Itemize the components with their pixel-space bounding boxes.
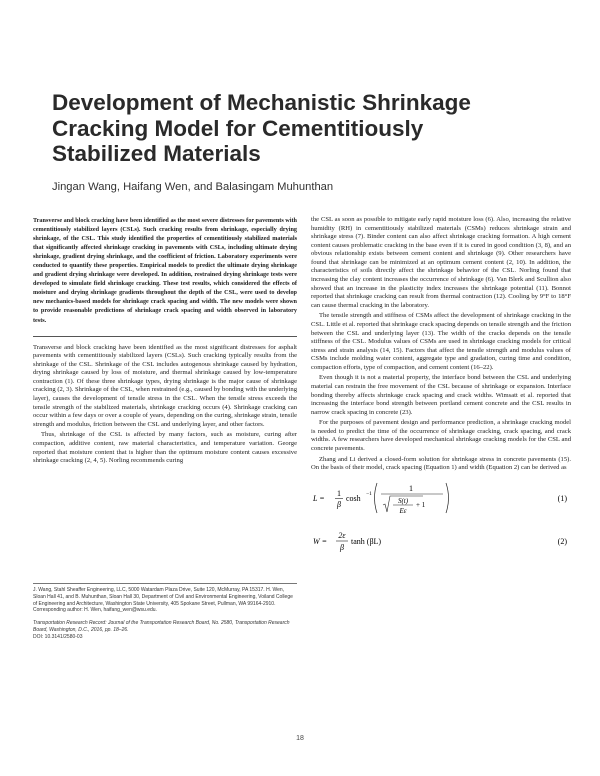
abstract-separator [33, 336, 297, 337]
eq2-lhs: W = [313, 536, 328, 546]
authors: Jingan Wang, Haifang Wen, and Balasingam Muhunthan [52, 181, 334, 193]
journal-citation: Transportation Research Record: Journal of the Transportation Research Board, No. 2580, Transportation Research Board, Washington, D.C., 2016, pp. 18–26. [33, 620, 290, 633]
body-paragraph: the CSL as soon as possible to mitigate early rapid moisture loss (6). Also, increasing the relative humidity (RH) in cementitiously stabilized materials (CSMs) reduces shrinkage strain and shrinkage stress (7). Binder content can also affect shrinkage cracking formation. A high cement content causes problematic cracking in the base even if it is cured in good condition (3, 8), and an obvious relationship exists between cement content and shrinkage (9). Other researchers have found that shrinkage can be minimized at an optimum cement content (2, 10). In addition, the characteristics of soils directly affect the shrinkage behavior of the CSL. Norling found that increasing the clay content increases the occurrence of shrinkage (6). Van Blerk and Scullion also showed that an increase in the plasticity index increases the shrinkage potential (11). Bonnot reported that shrinkage cracking can result from thermal contraction (12). Cooling by 9°F to 18°F can cause thermal cracking in the laboratory. [311, 216, 571, 309]
eq1-inner-den-bot: Eε [399, 506, 407, 515]
affiliations: J. Wang, Stahl Sheaffer Engineering, LLC, 5000 Watardam Plaza Drive, Suite 120, McMurray, PA 15317. H. Wen, Sloan Hall 41, and B. Muhunthan, Sloan Hall 30, Department of Civil and Environmental Engineering, Voiland College of Engineering and Architecture, Washington State University, 405 Spokane Street, Pullman, WA 99164-2910. Corresponding author: H. Wen, haifang_wen@wsu.edu. [33, 587, 293, 614]
eq1-inner-den-top: S(t) [397, 496, 409, 505]
eq1-label: (1) [557, 493, 567, 503]
left-column [33, 216, 297, 468]
footnote [33, 583, 297, 641]
eq1-func: cosh [346, 493, 361, 503]
equation-2 [311, 527, 571, 557]
body-paragraph: Even though it is not a material property, the interface bond between the CSL and underlying material can restrain the free movement of the CSL because of shrinkage or expansion. Interface bonding thereby affects shrinkage crack spacing and crack widths. Wimsatt et al. reported that increasing the interface bond strength between portland cement concrete and the CSL results in narrow crack spacing in concrete (23). [311, 374, 571, 416]
abstract: Transverse and block cracking have been identified as the most severe distresses for pavements with cementitiously stabilized layers (CSLs). Such cracking results from shrinkage, especially drying shrinkage, of the CSL. This study identified the properties of cementitiously stabilized materials that significantly affected shrinkage cracking in pavements with CSLs, including ultimate drying shrinkage, gradient drying shrinkage, and the coefficient of friction. Laboratory experiments were conducted to quantify these properties. Empirical models to predict the ultimate drying shrinkage and gradient drying shrinkage were developed. In addition, restrained drying shrinkage tests were developed to simulate field shrinkage cracking. These test results, which considered the effects of moisture and drying shrinkage gradients throughout the depth of the CSL, were used to develop new mechanics-based models for shrinkage crack spacing and width. The new models were shown to provide reasonable predictions of shrinkage crack spacing and width observed in laboratory tests. [33, 217, 297, 324]
eq1-lhs: L = [313, 493, 325, 503]
eq1-exp: −1 [366, 490, 372, 497]
eq1-frac-den: β [337, 499, 341, 509]
body-paragraph: For the purposes of pavement design and performance prediction, a shrinkage cracking model is needed to predict the time of the occurrence of shrinkage cracking, crack spacing, and crack widths. A few researchers have developed mechanical shrinkage cracking models for the CSL and concrete pavements. [311, 419, 571, 453]
body-paragraph: Transverse and block cracking have been identified as the most significant distresses for asphalt pavements with cementitiously stabilized layers (CSLs). Such cracking typically results from the shrinkage of the CSL. Shrinkage of the CSL includes autogenous shrinkage caused by hydration, drying shrinkage caused by loss of moisture, and thermal shrinkage caused by low-temperature contraction (1). Of these three shrinkage types, drying shrinkage is the major cause of shrinkage cracking (2, 3). Shrinkage of the CSL, when restrained (e.g., caused by bonding with the underlying layer), causes the development of tensile stress in the CSL. When the tensile stress exceeds the tensile strength of the stabilized materials, shrinkage cracking occurs (4). Shrinkage cracking can occur within a few days or over a couple of years, depending on the curing, shrinkage strain, tensile strength and modulus, friction between the CSL and underlying layer, and other factors. [33, 343, 297, 428]
body-paragraph: Thus, shrinkage of the CSL is affected by many factors, such as moisture, curing after compaction, additive content, raw material characteristics, and temperature variation. George reported that moisture content that is higher than the optimum moisture content causes excessive shrinkage cracking (2, 4, 5). Norling recommends curing [33, 431, 297, 465]
eq2-func: tanh (βL) [351, 536, 382, 546]
doi: DOI: 10.3141/2580-03 [33, 633, 83, 640]
page-number: 18 [296, 735, 304, 742]
body-paragraph: The tensile strength and stiffness of CSMs affect the development of shrinkage cracking in the CSL. Little et al. reported that shrinkage crack spacing depends on tensile strength and the friction between the CSL and underlying layer (13). The width of the cracks depends on the tensile stiffness of the CSL. Modulus values of CSMs are used in shrinkage cracking models for critical stress and strain analysis (14, 15). Factors that affect the tensile strength and modulus values of CSMs include molding water content, aggregate type and gradation, curing time and condition, compaction efforts, type of compaction, and cement content (16–22). [311, 312, 571, 371]
body-paragraph: Zhang and Li derived a closed-form solution for shrinkage stress in concrete pavements (15). On the basis of their model, crack spacing (Equation 1) and width (Equation 2) can be derived as [311, 455, 571, 472]
eq1-frac-num: 1 [337, 488, 341, 498]
eq1-inner-num: 1 [409, 483, 413, 493]
right-column [311, 216, 571, 557]
eq2-frac-den: β [340, 542, 344, 552]
equation-1 [311, 479, 571, 519]
eq2-frac-num: 2ε [338, 530, 346, 540]
eq1-plus: + 1 [416, 500, 426, 509]
paper-title: Development of Mechanistic Shrinkage Cracking Model for Cementitiously Stabilized Materials [52, 90, 471, 166]
eq2-label: (2) [557, 536, 567, 546]
